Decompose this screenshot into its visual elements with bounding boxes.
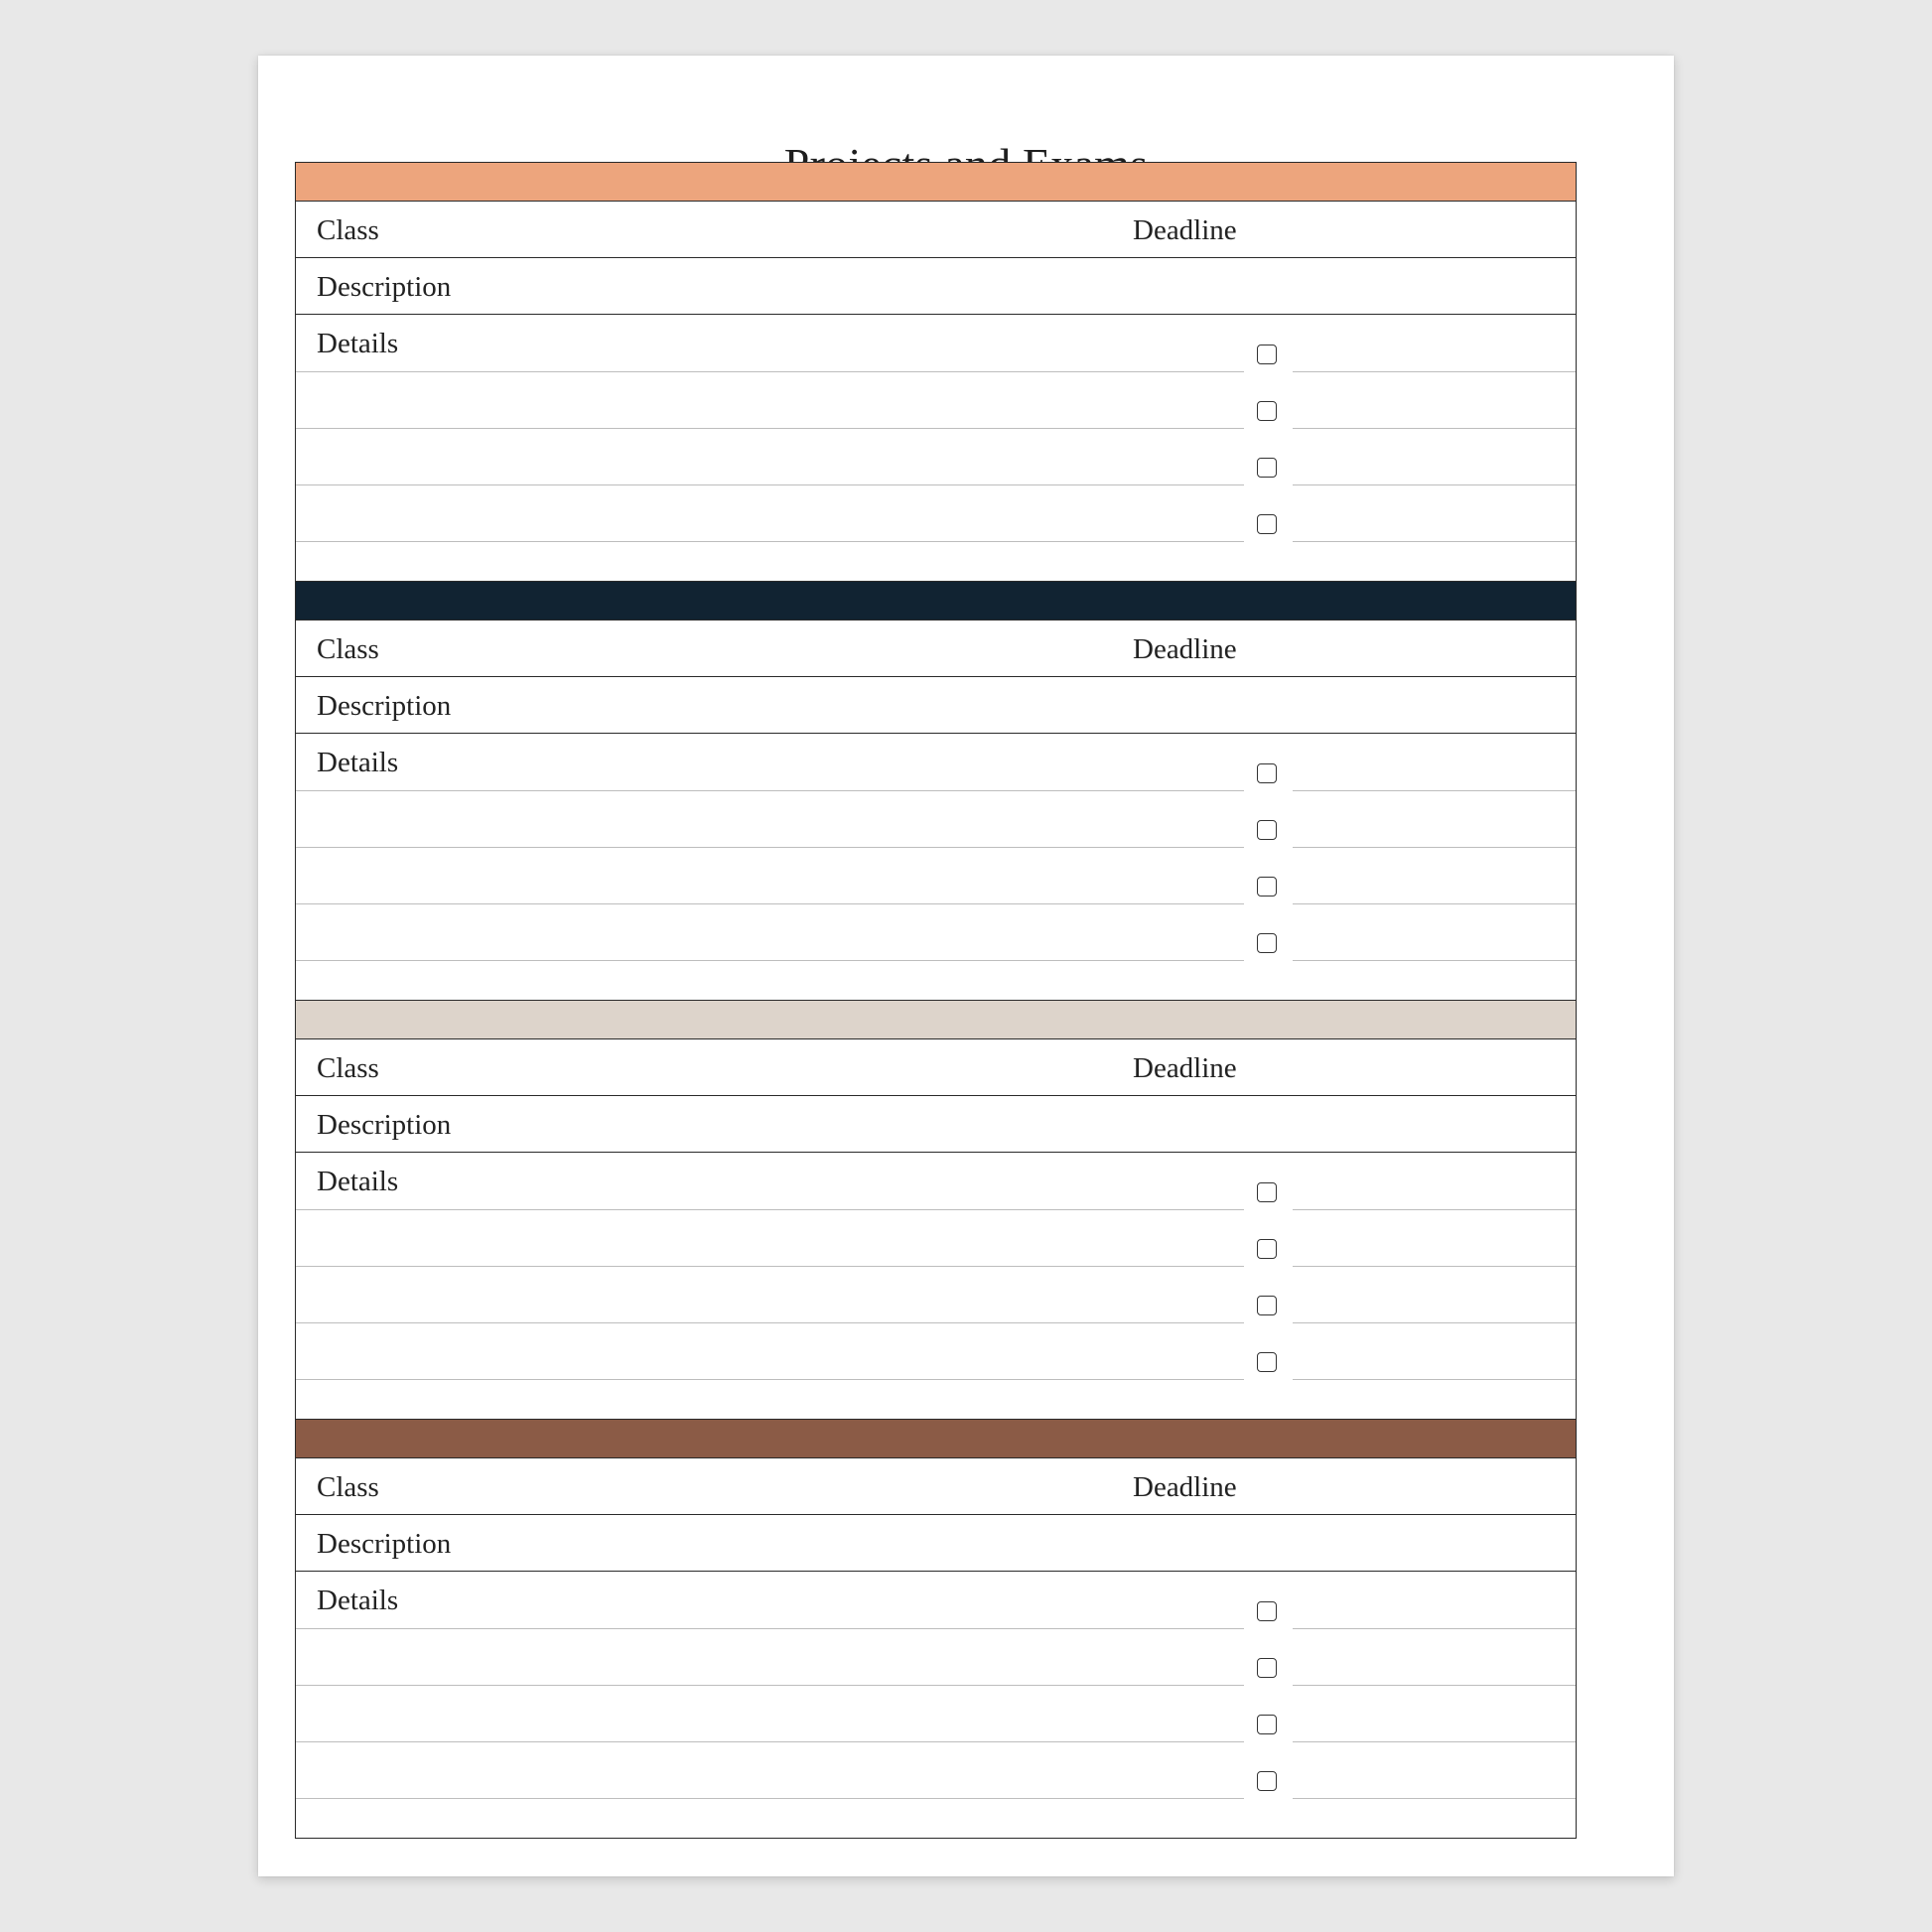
section-color-bar: [296, 162, 1576, 202]
writing-line: [1293, 1628, 1576, 1629]
projects-table: [295, 162, 1577, 1839]
writing-line: [296, 847, 1244, 848]
writing-line: [296, 1798, 1244, 1799]
description-label: Description: [317, 271, 452, 303]
description-label: Description: [317, 1528, 452, 1560]
writing-line: [296, 1322, 1244, 1323]
writing-line: [1293, 1741, 1576, 1742]
writing-line: [1293, 541, 1576, 542]
writing-line: [1293, 960, 1576, 961]
description-row: [296, 1096, 1576, 1153]
details-area: [296, 1572, 1576, 1838]
description-label: Description: [317, 690, 452, 722]
task-checkbox[interactable]: [1257, 345, 1277, 364]
task-checkbox[interactable]: [1257, 1352, 1277, 1372]
section-color-bar: [296, 1000, 1576, 1039]
writing-line: [1293, 1322, 1576, 1323]
details-label: Details: [317, 1166, 399, 1197]
class-deadline-row: [296, 1039, 1576, 1096]
description-row: [296, 258, 1576, 315]
section-color-bar: [296, 581, 1576, 621]
task-checkbox[interactable]: [1257, 458, 1277, 478]
writing-line: [296, 790, 1244, 791]
task-checkbox[interactable]: [1257, 1182, 1277, 1202]
writing-line: [296, 484, 1244, 485]
writing-line: [296, 1628, 1244, 1629]
writing-line: [296, 960, 1244, 961]
details-label: Details: [317, 328, 399, 359]
writing-line: [1293, 903, 1576, 904]
planner-page: [258, 56, 1674, 1876]
writing-line: [296, 903, 1244, 904]
writing-line: [1293, 1379, 1576, 1380]
details-label: Details: [317, 747, 399, 778]
class-label: Class: [317, 1471, 379, 1503]
writing-line: [296, 428, 1244, 429]
writing-line: [1293, 1209, 1576, 1210]
writing-line: [1293, 484, 1576, 485]
writing-line: [1293, 428, 1576, 429]
task-checkbox[interactable]: [1257, 1771, 1277, 1791]
deadline-label: Deadline: [1133, 1471, 1237, 1503]
writing-line: [1293, 847, 1576, 848]
task-checkbox[interactable]: [1257, 1715, 1277, 1734]
project-section: [296, 1000, 1576, 1419]
class-label: Class: [317, 1052, 379, 1084]
details-area: [296, 315, 1576, 581]
class-deadline-row: [296, 621, 1576, 677]
class-deadline-row: [296, 1458, 1576, 1515]
deadline-label: Deadline: [1133, 214, 1237, 246]
task-checkbox[interactable]: [1257, 1601, 1277, 1621]
task-checkbox[interactable]: [1257, 820, 1277, 840]
writing-line: [296, 541, 1244, 542]
task-checkbox[interactable]: [1257, 1658, 1277, 1678]
writing-line: [1293, 371, 1576, 372]
writing-line: [296, 1379, 1244, 1380]
description-label: Description: [317, 1109, 452, 1141]
project-section: [296, 581, 1576, 1000]
writing-line: [1293, 1685, 1576, 1686]
task-checkbox[interactable]: [1257, 877, 1277, 897]
writing-line: [296, 1741, 1244, 1742]
description-row: [296, 677, 1576, 734]
task-checkbox[interactable]: [1257, 763, 1277, 783]
class-deadline-row: [296, 202, 1576, 258]
details-label: Details: [317, 1585, 399, 1616]
task-checkbox[interactable]: [1257, 514, 1277, 534]
description-row: [296, 1515, 1576, 1572]
writing-line: [296, 1266, 1244, 1267]
writing-line: [296, 1685, 1244, 1686]
deadline-label: Deadline: [1133, 1052, 1237, 1084]
details-area: [296, 734, 1576, 1000]
writing-line: [1293, 1798, 1576, 1799]
deadline-label: Deadline: [1133, 633, 1237, 665]
writing-line: [296, 1209, 1244, 1210]
project-section: [296, 162, 1576, 581]
details-area: [296, 1153, 1576, 1419]
writing-line: [1293, 790, 1576, 791]
task-checkbox[interactable]: [1257, 1239, 1277, 1259]
writing-line: [1293, 1266, 1576, 1267]
section-color-bar: [296, 1419, 1576, 1458]
task-checkbox[interactable]: [1257, 933, 1277, 953]
class-label: Class: [317, 633, 379, 665]
writing-line: [296, 371, 1244, 372]
class-label: Class: [317, 214, 379, 246]
task-checkbox[interactable]: [1257, 401, 1277, 421]
task-checkbox[interactable]: [1257, 1296, 1277, 1315]
project-section: [296, 1419, 1576, 1838]
